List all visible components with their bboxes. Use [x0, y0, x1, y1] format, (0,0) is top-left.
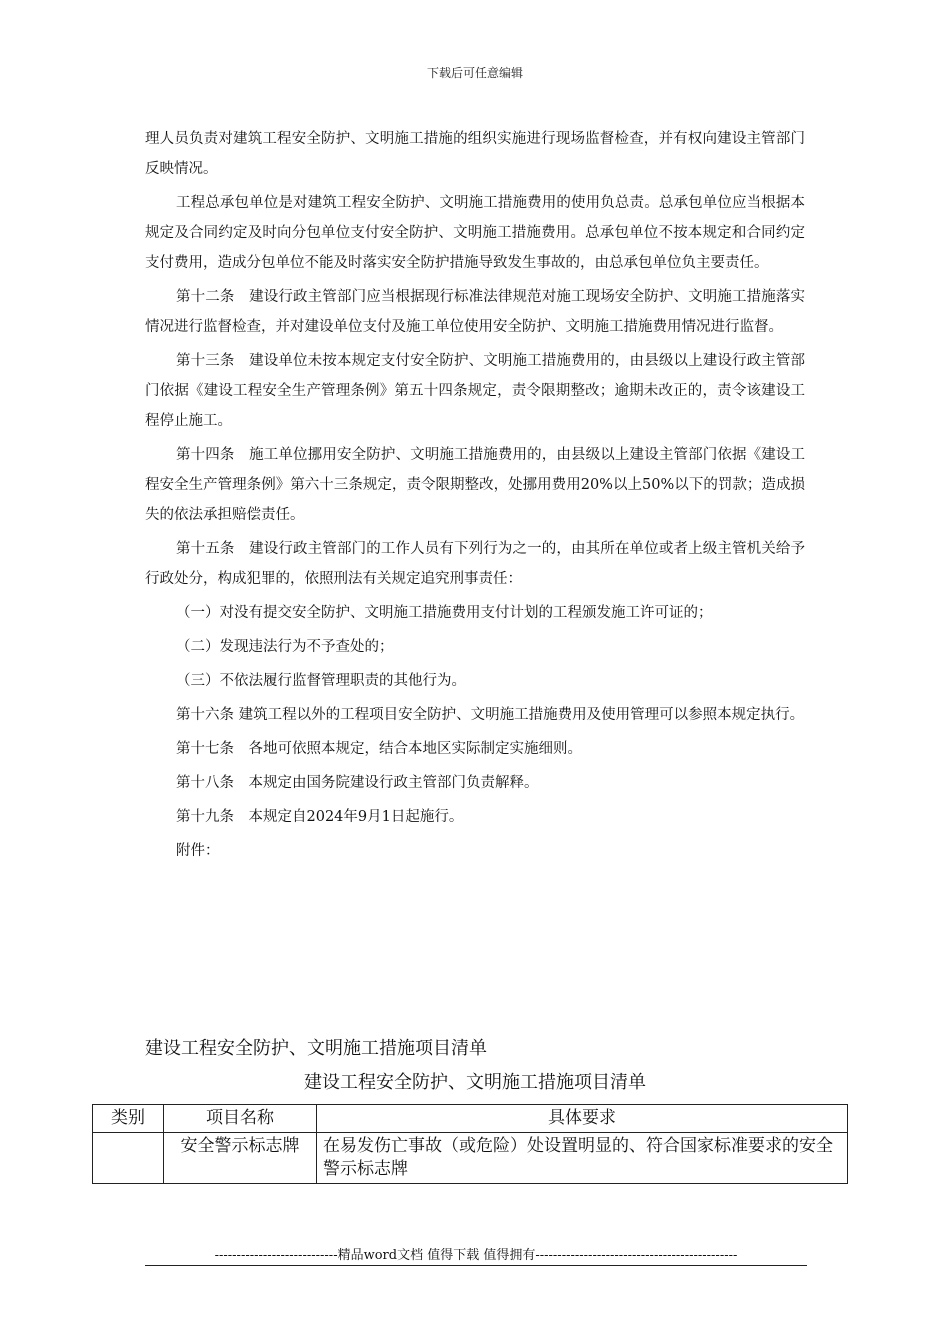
header-requirements: 具体要求 [317, 1105, 848, 1133]
article-19: 第十九条 本规定自2024年9月1日起施行。 [176, 809, 464, 825]
page-footer: ----------------------------精品word文档 值得下载 值得拥有---------------------------------------------- [145, 1244, 807, 1266]
attachment-label: 附件： [176, 843, 220, 859]
cell-item-name: 安全警示标志牌 [164, 1133, 317, 1184]
article-18: 第十八条 本规定由国务院建设行政主管部门负责解释。 [176, 775, 539, 791]
cell-requirements: 在易发伤亡事故（或危险）处设置明显的、符合国家标准要求的安全警示标志牌 [317, 1133, 848, 1184]
article-16: 第十六条 建筑工程以外的工程项目安全防护、文明施工措施费用及使用管理可以参照本规定执行。 [176, 707, 805, 723]
paragraph: 工程总承包单位是对建筑工程安全防护、文明施工措施费用的使用负总责。总承包单位应当根据本规定及合同约定及时向分包单位支付安全防护、文明施工措施费用。总承包单位不按本规定和合同约定支付费用，造成分包单位不能及时落实安全防护措施导致发生事故的，由总承包单位负主要责任。 [145, 195, 805, 271]
page-header: 下载后可任意编辑 [426, 66, 523, 80]
article-13: 第十三条 建设单位未按本规定支付安全防护、文明施工措施费用的，由县级以上建设行政主管部门依据《建设工程安全生产管理条例》第五十四条规定，责令限期整改；逾期未改正的，责令该建设工程停止施工。 [145, 353, 805, 429]
attachment-title: 建设工程安全防护、文明施工措施项目清单 [145, 1038, 487, 1059]
paragraph: 理人员负责对建筑工程安全防护、文明施工措施的组织实施进行现场监督检查，并有权向建设主管部门反映情况。 [145, 131, 805, 177]
measures-table [92, 1104, 848, 1184]
table-header-row [93, 1105, 848, 1133]
article-14: 第十四条 施工单位挪用安全防护、文明施工措施费用的，由县级以上建设主管部门依据《建设工程安全生产管理条例》第六十三条规定，责令限期整改，处挪用费用20%以上50%以下的罚款；造成损失的依法承担赔偿责任。 [145, 447, 805, 523]
list-item-2: （二）发现违法行为不予查处的； [176, 639, 394, 655]
article-12: 第十二条 建设行政主管部门应当根据现行标准法律规范对施工现场安全防护、文明施工措施落实情况进行监督检查，并对建设单位支付及施工单位使用安全防护、文明施工措施费用情况进行监督。 [145, 289, 805, 335]
header-category: 类别 [93, 1105, 164, 1133]
list-item-3: （三）不依法履行监督管理职责的其他行为。 [176, 673, 466, 689]
table-title: 建设工程安全防护、文明施工措施项目清单 [304, 1072, 646, 1093]
header-item-name: 项目名称 [164, 1105, 317, 1133]
article-15: 第十五条 建设行政主管部门的工作人员有下列行为之一的，由其所在单位或者上级主管机关给予行政处分，构成犯罪的，依照刑法有关规定追究刑事责任： [145, 541, 805, 587]
table-row [93, 1133, 848, 1184]
cell-category [93, 1133, 164, 1184]
list-item-1: （一）对没有提交安全防护、文明施工措施费用支付计划的工程颁发施工许可证的； [176, 605, 713, 621]
article-17: 第十七条 各地可依照本规定，结合本地区实际制定实施细则。 [176, 741, 582, 757]
document-body [145, 124, 805, 870]
